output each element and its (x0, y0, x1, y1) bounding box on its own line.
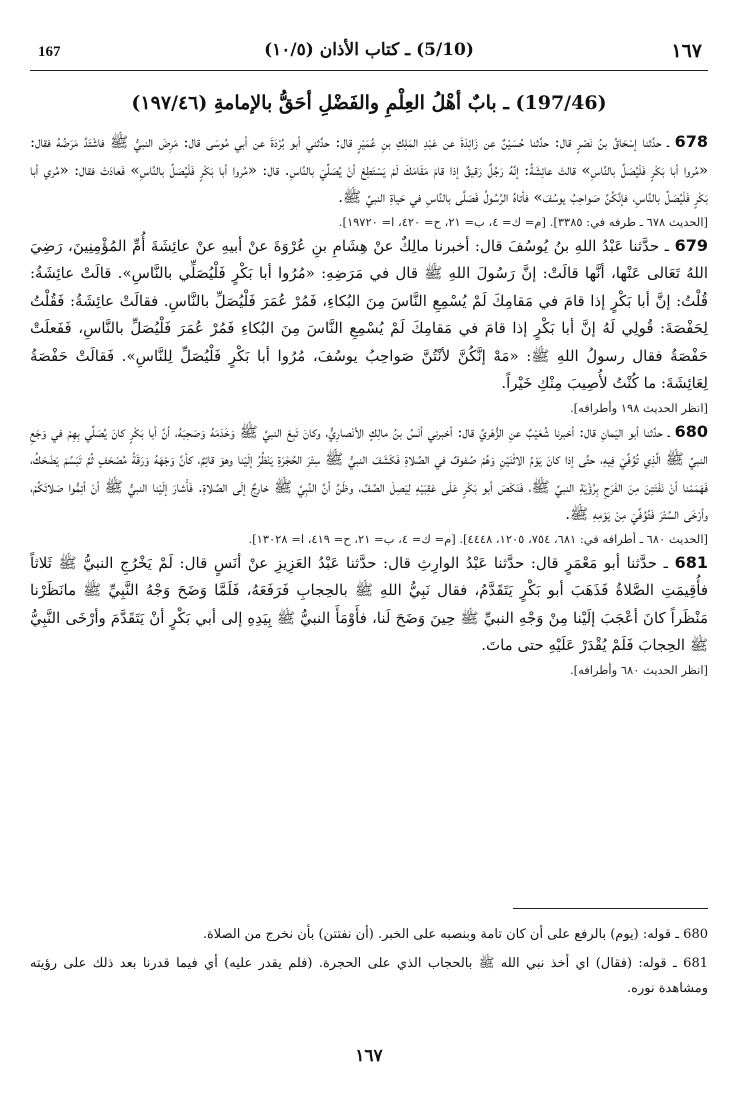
hadith-679 (30, 232, 708, 398)
hadith-body (30, 128, 708, 680)
hadith-text: ـ حدَّثنا أبو مَعْمَرٍ قال: حدَّثنا عَبْدُ الوارِثِ قال: حدَّثنا عَبْدُ العَزِيزِ عنْ أنَسٍ قال: لَمْ يَخْرُجِ النبيُّ ﷺ ثَلاثاً فأُقِيمَتِ الصَّلاةُ فَذَهَبَ أبو بَكْرٍ يَتَقَدَّمُ، فقال نَبِيُّ اللهِ ﷺ بالحِجابِ فَرَفَعَهُ، فَلَمَّا وَضَحَ وَجْهُ النَّبِيِّ ﷺ مانَظَرْنا مَنْظَراً كانَ أعْجَبَ إلَيْنا مِنْ وَجْهِ النبيِّ ﷺ حِينَ وَضَحَ لَنا، فأَوْمَأَ النبيُّ ﷺ بِيَدِهِ إلى أبي بَكْرٍ أنْ يَتَقَدَّمَ وأرْخَى النَّبِيُّ ﷺ الحِجابَ فَلَمْ يُقْدَرْ عَلَيْهِ حتى ماتَ. (30, 553, 708, 654)
page-number-latin: 167 (38, 44, 61, 60)
hadith-text: ـ حدَّثنا أبو اليَمانِ قال: أخبرنا شُعَيْبٌ عنِ الزُّهْريِّ قال: أخبرني أنَسُ بنُ مالِكٍ الأنْصارِيُّ، وكانَ تَبِعَ النبيَّ ﷺ وَخَدَمَهُ وَصَحِبَهُ، أنَّ أبا بَكْرٍ كانَ يُصَلِّي بِهِمْ في وَجَعِ النبيِّ ﷺ الَّذِي تُوُفِّيَ فِيهِ، حتَّى إذا كانَ يَوْمُ الاثْنَيْنِ وَهُمْ صُفوفٌ في الصَّلاةِ فَكَشَفَ النبيُّ ﷺ سِتْرَ الحُجْرَةِ يَنْظُرُ إلَيْنا وهوَ قائِمٌ، كأنَّ وَجْهَهُ وَرَقَةُ مُصْحَفٍ ثُمَّ تَبَسَّمَ يَضْحَكُ، فَهَمَمْنا أنْ نَفْتَتِنَ مِنَ الفَرَحِ بِرُؤْيَةِ النبيِّ ﷺ، فَنَكَصَ أبو بَكْرٍ عَلَى عَقِبَيْهِ لِيَصِلَ الصَّفَّ، وظَنَّ أنَّ النَّبِيَّ ﷺ خارِجٌ إلَى الصَّلاةِ. فَأَشارَ إلَيْنا النبيُّ ﷺ أنْ أتِمُّوا صَلاتَكُمْ، وأرْخَى السِّتْرَ فَتُوُفِّيَ مِنْ يَوْمِهِ ﷺ. (30, 422, 708, 523)
footnotes (30, 922, 708, 1005)
page-header (30, 30, 708, 71)
footnote-separator (513, 908, 708, 909)
chapter-title: (197/46) ـ بابٌ أهْلُ العِلْمِ والفَضْلِ أحَقُّ بالإمامةِ (١٩٧/٤٦) (131, 92, 607, 114)
hadith-reference: [انظر الحديث ١٩٨ وأطرافه]. (569, 400, 708, 415)
running-title: (5/10) ـ كتاب الأذان (١٠/٥) (264, 40, 474, 60)
hadith-678 (30, 128, 708, 212)
hadith-number: 678 (674, 132, 708, 151)
hadith-reference: [انظر الحديث ٦٨٠ وأطرافه]. (569, 662, 708, 677)
hadith-680 (30, 418, 708, 529)
hadith-reference: [الحديث ٦٧٨ ـ طرفه في: ٣٣٨٥]. [م= ك= ٤، ب= ٢١، ح= ٤٢٠، ا= ١٩٧٢٠]. (338, 214, 708, 229)
hadith-number: 680 (674, 421, 708, 441)
hadith-number: 681 (674, 552, 708, 572)
footnote-680: 680 ـ قوله: (يوم) بالرفع على أن كان تامة وبنصبه على الخبر. (أن نفتتن) بأن نخرج من الصلاة. (202, 927, 708, 942)
hadith-reference: [الحديث ٦٨٠ ـ أطرافه في: ٦٨١، ٧٥٤، ١٢٠٥، ٤٤٤٨]. [م= ك= ٤، ب= ٢١، ح= ٤١٩، ا= ١٣٠٢٨]. (248, 531, 708, 546)
hadith-text: ـ حدَّثنا عَبْدُ اللهِ بنُ يُوسُفَ قال: أخبرنا مالِكٌ عنْ هِشَامِ بنِ عُرْوَةَ عنْ أبيهِ عنْ عائِشَةَ أُمِّ المُؤْمِنِينَ، رَضِيَ اللهُ تَعَالى عَنْها، أنَّها قالَتْ: إنَّ رَسُولَ اللهِ ﷺ قال في مَرَضِهِ: «مُرُوا أبا بَكْرٍ فَلْيُصَلِّي بالنَّاسِ». قالَتْ عائِشَةُ: قُلْتُ: إنَّ أبا بَكْرٍ إذا قامَ في مَقامِكَ لَمْ يُسْمِعِ النَّاسَ مِنَ البُكاءِ، فَمُرْ عُمَرَ فَلْيُصَلِّ بالنَّاسِ. فقالَتْ عائِشَةُ: فَقُلْتُ لِحَفْصَةَ: قُولِي لَهُ إنَّ أبا بَكْرٍ إذا قامَ في مَقامِكَ لَمْ يُسْمِعِ النَّاسَ مِنَ البُكاءِ فَمُرْ عُمَرَ فَلْيُصَلِّ بالنَّاسِ، فَفَعلَتْ حَفْصَةُ فقال رسولُ اللهِ ﷺ: «مَهْ إنَّكُنَّ لأنْتُنَّ صَواحِبُ يوسُفَ، مُرُوا أبا بَكْرٍ فَلْيُصَلِّ لِلنَّاسِ». فَقالَتْ حَفْصَةُ لِعَائِشَةَ: ما كُنْتُ لأُصِيبَ مِنْكِ خَيْراً. (30, 236, 708, 392)
footer-page-number: ١٦٧ (355, 1046, 383, 1066)
page-number-arabic: ١٦٧ (671, 40, 702, 62)
hadith-681 (30, 549, 708, 660)
hadith-text: ـ حدَّثنا إسْحَاقُ بنُ نَصْرٍ قال: حدَّثنا حُسَيْنٌ عن زَائِدَةَ عن عَبْدِ المَلِكِ بنِ عُمَيْرٍ قال: حدَّثني أبو بُرْدَةَ عن أبي مُوسَى قال: مَرِضَ النبيُّ ﷺ فاشْتَدَّ مَرَضُهُ فقال: «مُروا أبا بَكْرٍ فَلْيُصَلِّ بالنَّاسِ» قالتْ عائِشَةُ: إنَّهُ رَجُلٌ رَقيقٌ إذا قامَ مَقَامَكَ لَمْ يَسْتَطِعْ أنْ يُصَلِّيَ بالنَّاسِ. قال: «مُروا أبا بَكْرٍ فَلْيُصَلِّ بالنَّاسِ» فَعادَتْ فقال: «مُري أبا بَكْرٍ فَلْيُصَلِّ بالنَّاسِ، فإنَّكُنَّ صَواحِبُ يوسُفَ» فأتاهُ الرَّسُولُ فَصَلَّى بالنَّاسِ في حَياةِ النبيِّ ﷺ. (30, 133, 708, 206)
hadith-number: 679 (674, 235, 708, 255)
footnote-681: 681 ـ قوله: (فقال) اي أخذ نبي الله ﷺ بالحجاب الذي على الحجرة. (فلم يقدر عليه) أي فيما قدرنا بعد ذلك على رؤيته ومشاهدة نوره. (30, 956, 708, 996)
